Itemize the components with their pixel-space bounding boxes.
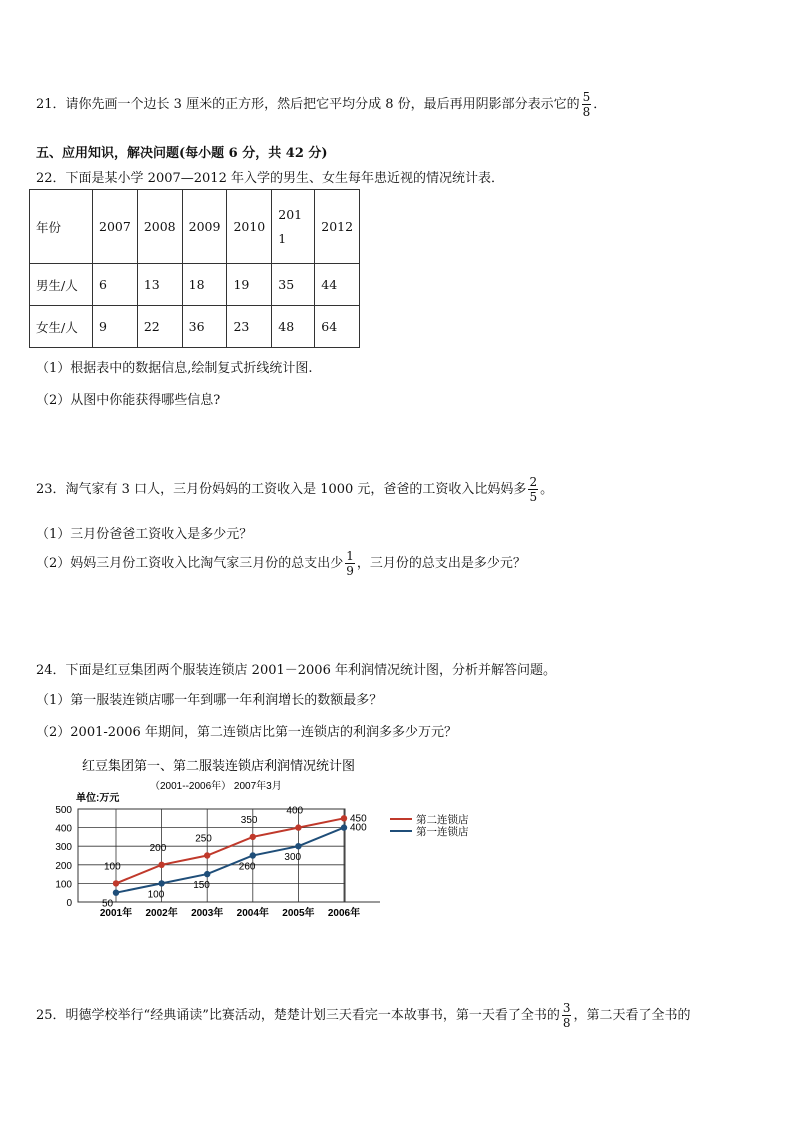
chart-subtitle: （2001--2006年） 2007年3月 [150,781,282,792]
data-label: 260 [238,861,256,873]
x-tick-label: 2002年 [145,908,178,919]
data-label: 200 [149,842,167,854]
x-tick-label: 2001年 [99,908,133,919]
table-cell: 64 [315,306,360,348]
table-cell: 19 [227,264,272,306]
table-cell: 48 [272,306,315,348]
data-point [158,862,164,868]
table-cell: 2010 [227,190,272,264]
question-24-sub1: （1）第一服装连锁店哪一年到哪一年利润增长的数额最多？ [36,693,383,708]
x-tick-label: 2003年 [191,908,224,919]
question-22-text: 22．下面是某小学 2007—2012 年入学的男生、女生每年患近视的情况统计表． [36,171,504,186]
data-label: 50 [102,898,114,910]
question-23: 23．淘气家有 3 口人，三月份妈妈的工资收入是 1000 元，爸爸的工资收入比妈妈多 $\frac{2}{5}$ 。 [36,475,554,504]
data-label: 400 [350,822,367,834]
table-row [30,306,360,348]
data-point [113,890,119,896]
question-23-text: 23．淘气家有 3 口人，三月份妈妈的工资收入是 1000 元，爸爸的工资收入比妈妈多 [36,482,527,497]
y-axis-label: 单位:万元 [76,793,120,804]
table-cell: 2011 [272,190,315,264]
table-cell: 35 [272,264,315,306]
data-point [341,824,347,830]
y-tick-label: 0 [66,898,72,909]
y-tick-label: 500 [55,805,72,816]
data-point [295,824,301,830]
series-line-2 [116,828,344,893]
question-22-sub2: （2）从图中你能获得哪些信息? [36,393,221,408]
table-cell: 18 [182,264,227,306]
table-cell: 2009 [182,190,227,264]
table-cell: 44 [315,264,360,306]
plot-frame [78,809,345,902]
data-point [250,852,256,858]
question-25-text: 25．明德学校举行“经典诵读”比赛活动，楚楚计划三天看完一本故事书，第一天看了全书的 [36,1008,560,1023]
question-23-sub1: （1）三月份爸爸工资收入是多少元？ [36,527,253,542]
question-25: 25．明德学校举行“经典诵读”比赛活动，楚楚计划三天看完一本故事书，第一天看了全书的 $\frac{3}{8}$ ，第二天看了全书的 [36,1001,691,1030]
x-tick-label: 2004年 [236,908,269,919]
table-cell: 男生/人 [30,264,93,306]
table-cell: 2008 [137,190,182,264]
question-22-sub1: （1）根据表中的数据信息,绘制复式折线统计图. [36,361,313,376]
data-label: 100 [104,861,121,873]
question-21-text: 21．请你先画一个边长 3 厘米的正方形，然后把它平均分成 8 份，最后再用阴影部分表示它的 [36,97,580,112]
data-point [204,852,210,858]
y-tick-label: 400 [55,823,72,835]
table-cell: 22 [137,306,182,348]
myopia-table [29,189,360,348]
table-row [30,264,360,306]
question-24-sub2: （2）2001-2006 年期间，第二连锁店比第一连锁店的利润多多少万元？ [36,725,457,740]
y-tick-label: 300 [55,842,72,854]
x-tick-label: 2006年 [327,908,361,919]
table-cell: 年份 [30,190,93,264]
y-tick-label: 200 [55,860,72,872]
table-cell: 2007 [93,190,138,264]
legend-label: 第二连锁店 [416,814,469,826]
data-label: 450 [350,813,367,825]
y-tick-label: 100 [55,879,72,891]
data-label: 400 [286,805,304,817]
table-cell: 女生/人 [30,306,93,348]
table-cell: 2012 [315,190,360,264]
table-cell: 36 [182,306,227,348]
data-label: 300 [284,852,302,864]
question-24-text: 24．下面是红豆集团两个服装连锁店 2001－2006 年利润情况统计图，分析并解答问题。 [36,663,556,678]
data-point [250,834,256,840]
data-point [341,815,347,821]
legend-label: 第一连锁店 [416,826,469,838]
data-point [158,880,164,886]
chart-title: 红豆集团第一、第二服装连锁店利润情况统计图 [82,758,356,773]
data-point [113,880,119,886]
data-label: 150 [193,880,210,892]
x-tick-label: 2005年 [282,908,315,919]
fraction-3-8: $\frac{3}{8}$ [562,1001,571,1030]
data-point [204,871,210,877]
section-5-title: 五、应用知识，解决问题(每小题 6 分，共 42 分) [36,146,328,161]
profit-line-chart [40,752,520,924]
question-23-sub2: （2）妈妈三月份工资收入比淘气家三月份的总支出少 $\frac{1}{9}$ ，三月份的总支出是多少元？ [36,549,526,578]
data-point [295,843,301,849]
data-label: 350 [240,814,258,826]
table-header-row [30,190,360,264]
data-label: 100 [147,889,165,901]
fraction-5-8: $\frac{5}{8}$ [582,90,591,119]
fraction-1-9: $\frac{1}{9}$ [346,549,354,578]
table-cell: 13 [137,264,182,306]
table-cell: 6 [93,264,138,306]
question-21: 21．请你先画一个边长 3 厘米的正方形，然后把它平均分成 8 份，最后再用阴影部分表示它的 $\frac{5}{8}$ ． [36,90,607,119]
table-cell: 23 [227,306,272,348]
data-label: 250 [195,833,212,845]
table-cell: 9 [93,306,138,348]
fraction-2-5: $\frac{2}{5}$ [529,475,538,504]
